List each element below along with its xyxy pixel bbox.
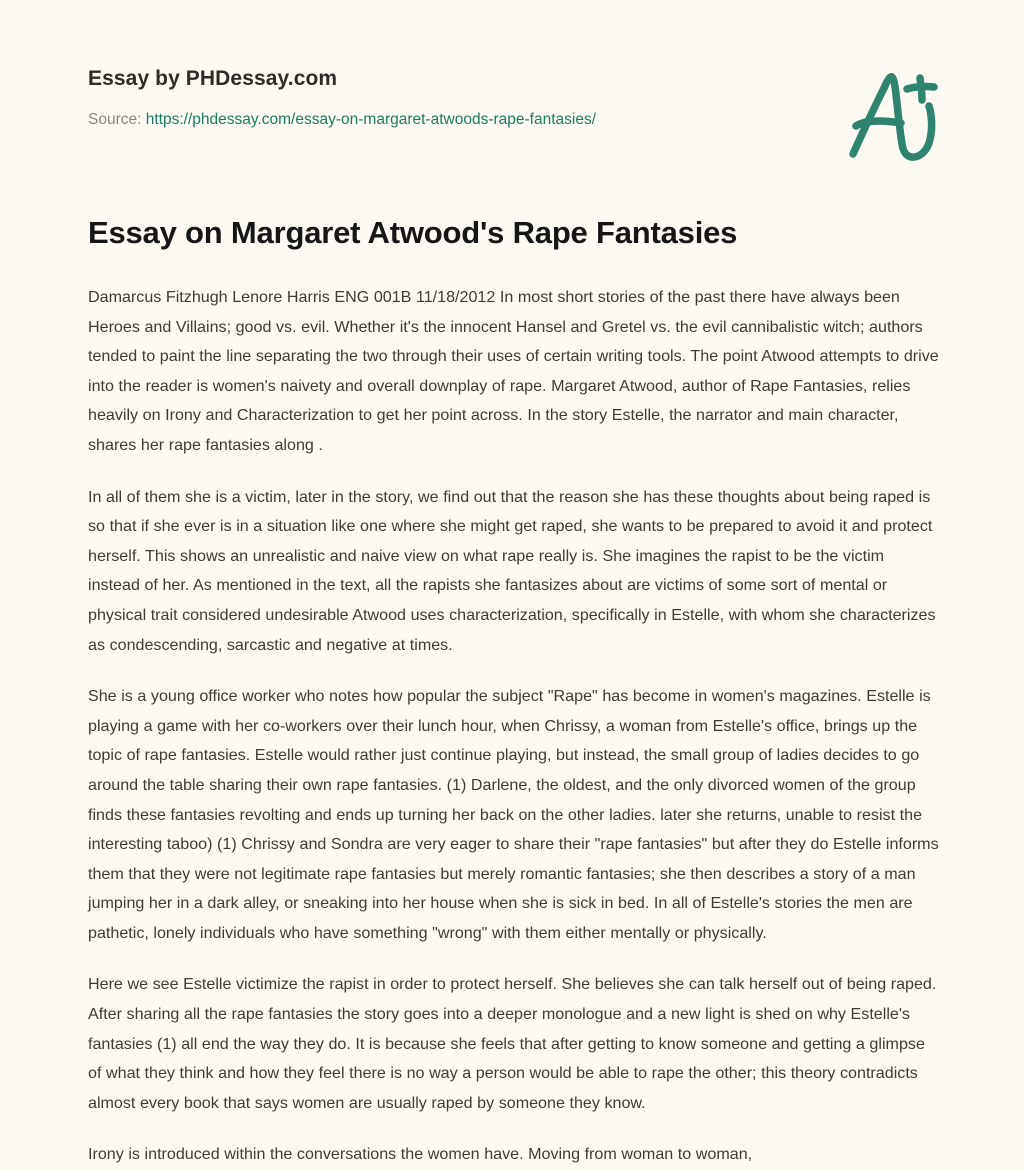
paragraph: Irony is introduced within the conversations the women have. Moving from woman to woman, <box>88 1145 753 1164</box>
source-url-link[interactable]: https://phdessay.com/essay-on-margaret-atwoods-rape-fantasies/ <box>145 111 597 129</box>
source-line <box>88 110 948 130</box>
a-plus-logo <box>840 60 950 170</box>
page-title: Essay on Margaret Atwood's Rape Fantasies <box>88 215 738 250</box>
brand-title: Essay by PHDessay.com <box>88 67 338 90</box>
article-body <box>88 283 940 1170</box>
paragraph: Here we see Estelle victimize the rapist in order to protect herself. She believes she can talk herself out of being raped. After sharing all the rape fantasies the story goes into a deeper monologue and a new light is shed on why Estelle's fantasies (1) all end the way they do. It is because she feels that after getting to know someone and getting a glimpse of what they think and how they feel there is no way a person would be able to rape the other; this theory contradicts almost every book that says women are usually raped by someone they know. <box>88 975 937 1112</box>
paragraph: She is a young office worker who notes how popular the subject "Rape" has become in women's magazines. Estelle is playing a game with her co-workers over their lunch hour, when Chrissy, a woman from Estelle's office, brings up the topic of rape fantasies. Estelle would rather just continue playing, but instead, the small group of ladies decides to go around the table sharing their own rape fantasies. (1) Darlene, the oldest, and the only divorced women of the group finds these fantasies revolting and ends up turning her back on the other ladies. later she returns, unable to resist the interesting taboo) (1) Chrissy and Sondra are very eager to share their "rape fantasies" but after they do Estelle informs them that they were not legitimate rape fantasies but merely romantic fantasies; she then describes a story of a man jumping her in a dark alley, or sneaking into her house when she is sick in bed. In all of Estelle's stories the men are pathetic, lonely individuals who have something "wrong" with them either mentally or physically. <box>88 687 939 942</box>
paragraph: In all of them she is a victim, later in the story, we find out that the reason she has these thoughts about being raped is so that if she ever is in a situation like one where she might get raped, she wants to be prepared to avoid it and protect herself. This shows an unrealistic and naive view on what rape really is. She imagines the rapist to be the victim instead of her. As mentioned in the text, all the rapists she fantasizes about are victims of some sort of mental or physical trait considered undesirable Atwood uses characterization, specifically in Estelle, with whom she characterizes as condescending, sarcastic and negative at times. <box>88 487 936 654</box>
paragraph: Damarcus Fitzhugh Lenore Harris ENG 001B 11/18/2012 In most short stories of the past there have always been Heroes and Villains; good vs. evil. Whether it's the innocent Hansel and Gretel vs. the evil cannibalistic witch; authors tended to paint the line separating the two through their uses of certain writing tools. The point Atwood attempts to drive into the reader is women's naivety and overall downplay of rape. Margaret Atwood, author of Rape Fantasies, relies heavily on Irony and Characterization to get her point across. In the story Estelle, the narrator and main character, shares her rape fantasies along . <box>88 288 939 454</box>
source-label: Source: <box>88 111 142 129</box>
page-header <box>88 66 948 130</box>
a-plus-handwritten-icon <box>840 60 950 170</box>
